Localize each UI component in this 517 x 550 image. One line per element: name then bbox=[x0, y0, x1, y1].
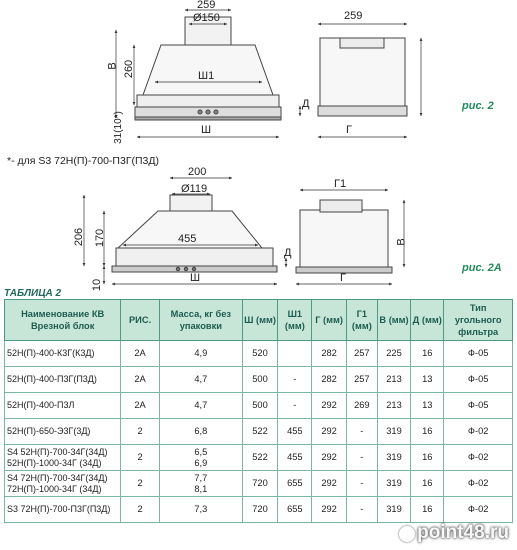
model-name: 72Н(П)-1000-34Г (34Д) bbox=[7, 483, 102, 494]
footnote: *- для S3 72Н(П)-700-П3Г(П3Д) bbox=[7, 155, 159, 167]
column-header: Г (мм) bbox=[312, 300, 346, 341]
mass-value: 4,7 bbox=[194, 400, 208, 410]
d-cell: 16 bbox=[411, 341, 444, 367]
dim-label: Ш bbox=[190, 272, 201, 284]
depth1-cell: 269 bbox=[346, 393, 377, 419]
model-name: 52Н(П)-1000-34Г (34Д) bbox=[7, 457, 102, 468]
column-header: Масса, кг без упаковки bbox=[159, 300, 242, 341]
depth1-cell: - bbox=[346, 497, 377, 523]
width-cell: 500 bbox=[242, 367, 277, 393]
mass-value: 4,9 bbox=[194, 348, 208, 358]
width-cell: 520 bbox=[242, 341, 277, 367]
height-cell: 319 bbox=[377, 445, 410, 471]
model-name: S4 52Н(П)-700-34Г(34Д) bbox=[7, 446, 108, 457]
dim-label: 31(10*) bbox=[112, 111, 124, 144]
table-row bbox=[5, 393, 513, 419]
mass-value: 8,1 bbox=[194, 483, 208, 494]
d-cell: 16 bbox=[411, 419, 444, 445]
table-row bbox=[5, 497, 513, 523]
dim-label: 259 bbox=[197, 0, 216, 11]
depth-cell: 282 bbox=[312, 341, 346, 367]
d-cell: 16 bbox=[411, 471, 444, 497]
depth-cell: 292 bbox=[312, 497, 346, 523]
column-header: Д (мм) bbox=[411, 300, 444, 341]
table-header-row bbox=[5, 300, 513, 341]
depth1-cell: - bbox=[346, 471, 377, 497]
column-header: Ш (мм) bbox=[242, 300, 277, 341]
model-name: S4 72Н(П)-700-34Г(34Д) bbox=[7, 472, 108, 483]
d-cell: 16 bbox=[411, 497, 444, 523]
table-row bbox=[5, 471, 513, 497]
depth1-cell: 257 bbox=[346, 367, 377, 393]
height-cell: 213 bbox=[377, 367, 410, 393]
dim-label: 170 bbox=[94, 228, 107, 248]
figure-cell: 2А bbox=[121, 393, 159, 419]
dim-label: Д bbox=[302, 98, 310, 110]
mass-value: 7,3 bbox=[194, 504, 208, 514]
mass-value: 6,9 bbox=[194, 457, 208, 468]
hood-side-view-small bbox=[296, 200, 392, 273]
figure-cell: 2 bbox=[121, 471, 159, 497]
depth-cell: 292 bbox=[312, 471, 346, 497]
d-cell: 13 bbox=[411, 367, 444, 393]
hood-side-view-large bbox=[318, 38, 407, 116]
dim-label: В bbox=[106, 62, 119, 70]
dim-label: Д bbox=[284, 247, 292, 259]
dim-label: В bbox=[395, 238, 408, 246]
figure-cell: 2 bbox=[121, 445, 159, 471]
dim-label: Ø119 bbox=[181, 183, 208, 195]
dim-label: 260 bbox=[123, 59, 136, 79]
filter-cell: Ф-02 bbox=[444, 497, 513, 523]
width1-cell bbox=[278, 341, 312, 367]
dim-label: 206 bbox=[73, 227, 86, 247]
figure-cell: 2 bbox=[121, 419, 159, 445]
specs-table bbox=[4, 299, 513, 523]
width-cell: 720 bbox=[242, 497, 277, 523]
model-name: 52Н(П)-400-К3Г(К3Д) bbox=[7, 348, 95, 358]
width1-cell: 455 bbox=[278, 419, 312, 445]
dim-label: 455 bbox=[178, 233, 197, 245]
depth1-cell: 257 bbox=[346, 341, 377, 367]
dim-label: Ш bbox=[201, 124, 212, 136]
column-header: Г1 (мм) bbox=[346, 300, 377, 341]
mass-value: 6,8 bbox=[194, 426, 208, 436]
width-cell: 522 bbox=[242, 419, 277, 445]
width-cell: 720 bbox=[242, 471, 277, 497]
dim-label: Ш1 bbox=[198, 70, 215, 82]
dim-label: Г bbox=[340, 272, 346, 284]
depth1-cell: - bbox=[346, 445, 377, 471]
table-row bbox=[5, 445, 513, 471]
figure-cell: 2А bbox=[121, 341, 159, 367]
model-name: 52Н(П)-400-П3Л bbox=[7, 400, 75, 410]
filter-cell: Ф-05 bbox=[444, 367, 513, 393]
table-row bbox=[5, 419, 513, 445]
width-cell: 522 bbox=[242, 445, 277, 471]
filter-cell: Ф-02 bbox=[444, 419, 513, 445]
width1-cell: 655 bbox=[278, 471, 312, 497]
depth-cell: 292 bbox=[312, 419, 346, 445]
dim-label: Г1 bbox=[334, 178, 347, 190]
watermark: point48.ru bbox=[417, 522, 509, 543]
mass-value: 4,7 bbox=[194, 374, 208, 384]
table-caption: ТАБЛИЦА 2 bbox=[4, 288, 62, 299]
depth1-cell: - bbox=[346, 419, 377, 445]
depth-cell: 292 bbox=[312, 393, 346, 419]
filter-cell: Ф-05 bbox=[444, 393, 513, 419]
column-header: В (мм) bbox=[377, 300, 410, 341]
filter-cell: Ф-02 bbox=[444, 445, 513, 471]
dim-label: 200 bbox=[188, 166, 207, 178]
d-cell: 16 bbox=[411, 445, 444, 471]
width1-cell: - bbox=[278, 367, 312, 393]
dim-label: 10 bbox=[91, 278, 104, 292]
figure-label: рис. 2 bbox=[462, 100, 494, 112]
depth-cell: 292 bbox=[312, 445, 346, 471]
figure-cell: 2 bbox=[121, 497, 159, 523]
depth-cell: 282 bbox=[312, 367, 346, 393]
mass-value: 7,7 bbox=[194, 472, 208, 483]
filter-cell: Ф-05 bbox=[444, 341, 513, 367]
width1-cell: 455 bbox=[278, 445, 312, 471]
mass-value: 6,5 bbox=[194, 446, 208, 457]
model-name: S3 72Н(П)-700-П3Г(П3Д) bbox=[7, 504, 111, 514]
dim-label: Ø150 bbox=[193, 12, 220, 24]
table-row bbox=[5, 367, 513, 393]
table-row bbox=[5, 341, 513, 367]
filter-cell: Ф-02 bbox=[444, 471, 513, 497]
d-cell: 13 bbox=[411, 393, 444, 419]
height-cell: 319 bbox=[377, 471, 410, 497]
column-header: Наименование КВ Врезной блок bbox=[5, 300, 121, 341]
height-cell: 319 bbox=[377, 497, 410, 523]
hood-front-view-large bbox=[135, 17, 281, 120]
width1-cell: 655 bbox=[278, 497, 312, 523]
height-cell: 213 bbox=[377, 393, 410, 419]
column-header: Тип угольного фильтра bbox=[444, 300, 513, 341]
model-name: 52Н(П)-650-Э3Г(3Д) bbox=[7, 426, 91, 436]
height-cell: 225 bbox=[377, 341, 410, 367]
width1-cell: - bbox=[278, 393, 312, 419]
figure-cell: 2А bbox=[121, 367, 159, 393]
dim-label: 259 bbox=[344, 10, 363, 22]
column-header: РИС. bbox=[121, 300, 159, 341]
column-header: Ш1 (мм) bbox=[278, 300, 312, 341]
model-name: 52Н(П)-400-П3Г(П3Д) bbox=[7, 374, 97, 384]
watermark-logo-icon bbox=[399, 526, 415, 542]
figure-label: рис. 2А bbox=[462, 262, 502, 274]
width-cell: 500 bbox=[242, 393, 277, 419]
height-cell: 319 bbox=[377, 419, 410, 445]
dim-label: Г bbox=[346, 124, 352, 136]
